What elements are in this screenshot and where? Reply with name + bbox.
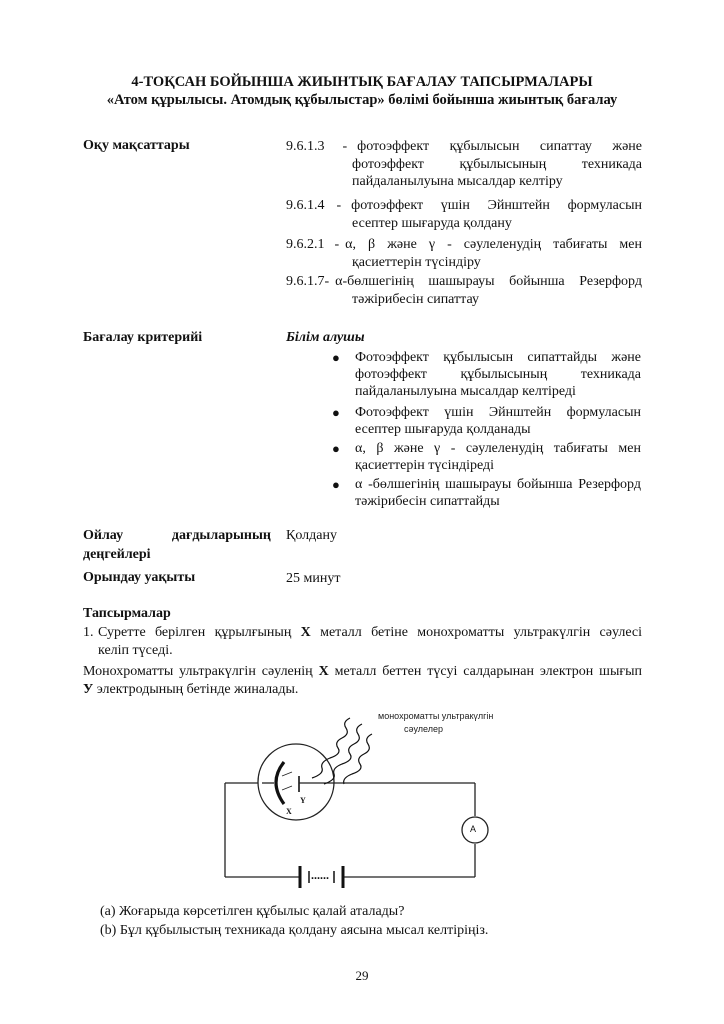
- objectives-label: Оқу мақсаттары: [83, 138, 190, 153]
- objective-text-cont: фотоэффект құбылысының техникада пайдаланылуына мысалдар келтіру: [352, 157, 642, 189]
- thinking-label: Ойлау дағдыларының деңгейлері: [83, 528, 271, 562]
- objective-sep: -: [342, 139, 348, 154]
- vacuum-tube: [258, 744, 334, 820]
- objective-text: фотоэффект үшін Эйнштейн формуласын: [351, 198, 642, 213]
- duration-label: Орындау уақыты: [83, 570, 196, 585]
- objective-text: фотоэффект құбылысын сипаттау және: [357, 139, 642, 154]
- thinking-value: Қолдану: [286, 528, 337, 543]
- objective-sep: -: [336, 198, 342, 213]
- electrode-y-label: Y: [300, 796, 306, 805]
- page-number: 29: [355, 968, 369, 983]
- objective-code: 9.6.2.1: [286, 237, 325, 252]
- objective-text: α, β және γ - сәулеленудің табиғаты мен: [345, 237, 642, 252]
- task1-line2: келіп түседі.: [98, 643, 173, 658]
- duration-value: 25 минут: [286, 571, 341, 586]
- battery-gap: ......: [311, 868, 329, 882]
- bullet-icon: ●: [332, 350, 340, 365]
- question-b: (b) Бұл құбылыстың техникада қолдану аясына мысал келтіріңіз.: [100, 923, 489, 938]
- rays-label-1: монохроматты ультракүлгін: [378, 711, 494, 721]
- objective-sep: -: [334, 237, 340, 252]
- objective-code: 9.6.1.3: [286, 139, 325, 154]
- objective-text-cont: есептер шығаруда қолдану: [352, 216, 512, 231]
- tasks-heading: Тапсырмалар: [83, 606, 171, 621]
- task1-para2-line2: У электродының бетінде жиналады.: [83, 682, 299, 697]
- objective-text: α-бөлшегінің шашырауы бойынша Резерфорд: [335, 274, 642, 289]
- bullet-icon: ●: [332, 441, 340, 456]
- bullet-icon: ●: [332, 477, 340, 492]
- criteria-label: Бағалау критерийі: [83, 330, 203, 345]
- criteria-heading: Білім алушы: [286, 330, 365, 345]
- task1-number: 1.: [83, 625, 94, 640]
- objective-text-cont: қасиеттерін түсіндіру: [352, 255, 481, 270]
- rays-label-2: сәулелер: [404, 724, 444, 734]
- question-a: (a) Жоғарыда көрсетілген құбылыс қалай аталады?: [100, 904, 405, 919]
- electrode-x-label: X: [286, 807, 292, 816]
- objective-code: 9.6.1.4: [286, 198, 325, 213]
- objective-text-cont: тәжірибесін сипаттау: [352, 292, 479, 307]
- bullet-icon: ●: [332, 405, 340, 420]
- task1-line1: Суретте берілген құрылғының X металл бетіне монохроматты ультракүлгін сәулесі: [98, 625, 642, 640]
- page-subtitle: «Атом құрылысы. Атомдық құбылыстар» бөлімі бойынша жиынтық бағалау: [106, 92, 618, 108]
- ammeter-label: A: [470, 824, 477, 834]
- task1-para2-line1: Монохроматты ультракүлгін сәуленің X металл беттен түсуі салдарынан электрон шығып: [83, 664, 642, 679]
- page-title: 4-ТОҚСАН БОЙЫНША ЖИЫНТЫҚ БАҒАЛАУ ТАПСЫРМАЛАРЫ: [131, 74, 593, 90]
- objective-code: 9.6.1.7-: [286, 274, 330, 289]
